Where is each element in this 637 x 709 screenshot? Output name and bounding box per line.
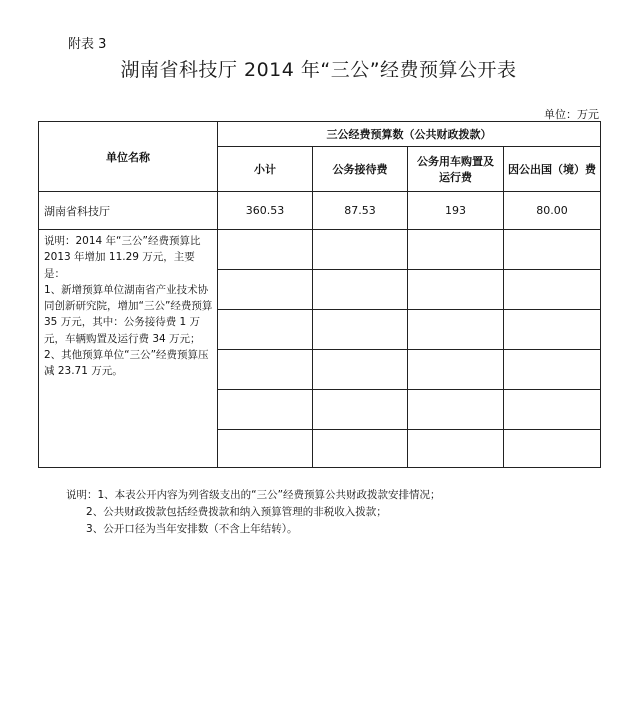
empty-cell	[313, 430, 408, 468]
empty-cell	[408, 390, 504, 430]
empty-cell	[504, 270, 601, 310]
empty-cell	[408, 430, 504, 468]
header-subtotal: 小计	[218, 147, 313, 192]
empty-cell	[408, 310, 504, 350]
footnote-line: 3、公开口径为当年安排数（不含上年结转）。	[66, 523, 298, 535]
empty-cell	[218, 430, 313, 468]
header-vehicle: 公务用车购置及运行费	[408, 147, 504, 192]
empty-cell	[504, 390, 601, 430]
cell-subtotal: 360.53	[218, 192, 313, 230]
header-unit-name: 单位名称	[39, 122, 218, 192]
budget-table	[38, 121, 601, 468]
empty-cell	[408, 230, 504, 270]
cell-unit-name: 湖南省科技厅	[39, 192, 218, 230]
cell-abroad: 80.00	[504, 192, 601, 230]
empty-cell	[504, 350, 601, 390]
empty-cell	[313, 270, 408, 310]
empty-cell	[504, 430, 601, 468]
attachment-label: 附表 3	[68, 37, 107, 52]
footnotes	[66, 487, 441, 538]
empty-cell	[313, 230, 408, 270]
empty-cell	[218, 230, 313, 270]
empty-cell	[218, 390, 313, 430]
cell-vehicle: 193	[408, 192, 504, 230]
header-group: 三公经费预算数（公共财政拨款）	[218, 122, 601, 147]
unit-label: 单位：万元	[544, 108, 599, 121]
empty-cell	[313, 350, 408, 390]
page-title: 湖南省科技厅 2014 年“三公”经费预算公开表	[120, 59, 517, 81]
explanation-cell: 说明：2014 年“三公”经费预算比2013 年增加 11.29 万元，主要是： 1、新增预算单位湖南省产业技术协同创新研究院，增加“三公”经费预算 35 万元，其中：公务接待费 1 万元，车辆购置及运行费 34 万元； 2、其他预算单位“三公”经费预算压减 23.71 万元。	[39, 230, 218, 468]
footnote-line: 说明：1、本表公开内容为列省级支出的“三公”经费预算公共财政拨款安排情况；	[66, 489, 441, 501]
footnote-line: 2、公共财政拨款包括经费拨款和纳入预算管理的非税收入拨款；	[66, 506, 387, 518]
cell-reception: 87.53	[313, 192, 408, 230]
header-abroad: 因公出国（境）费	[504, 147, 601, 192]
empty-cell	[218, 310, 313, 350]
empty-cell	[218, 350, 313, 390]
empty-cell	[408, 350, 504, 390]
empty-cell	[313, 390, 408, 430]
header-reception: 公务接待费	[313, 147, 408, 192]
table-row	[39, 192, 601, 230]
empty-cell	[313, 310, 408, 350]
empty-cell	[218, 270, 313, 310]
empty-cell	[504, 230, 601, 270]
empty-cell	[504, 310, 601, 350]
empty-cell	[408, 270, 504, 310]
